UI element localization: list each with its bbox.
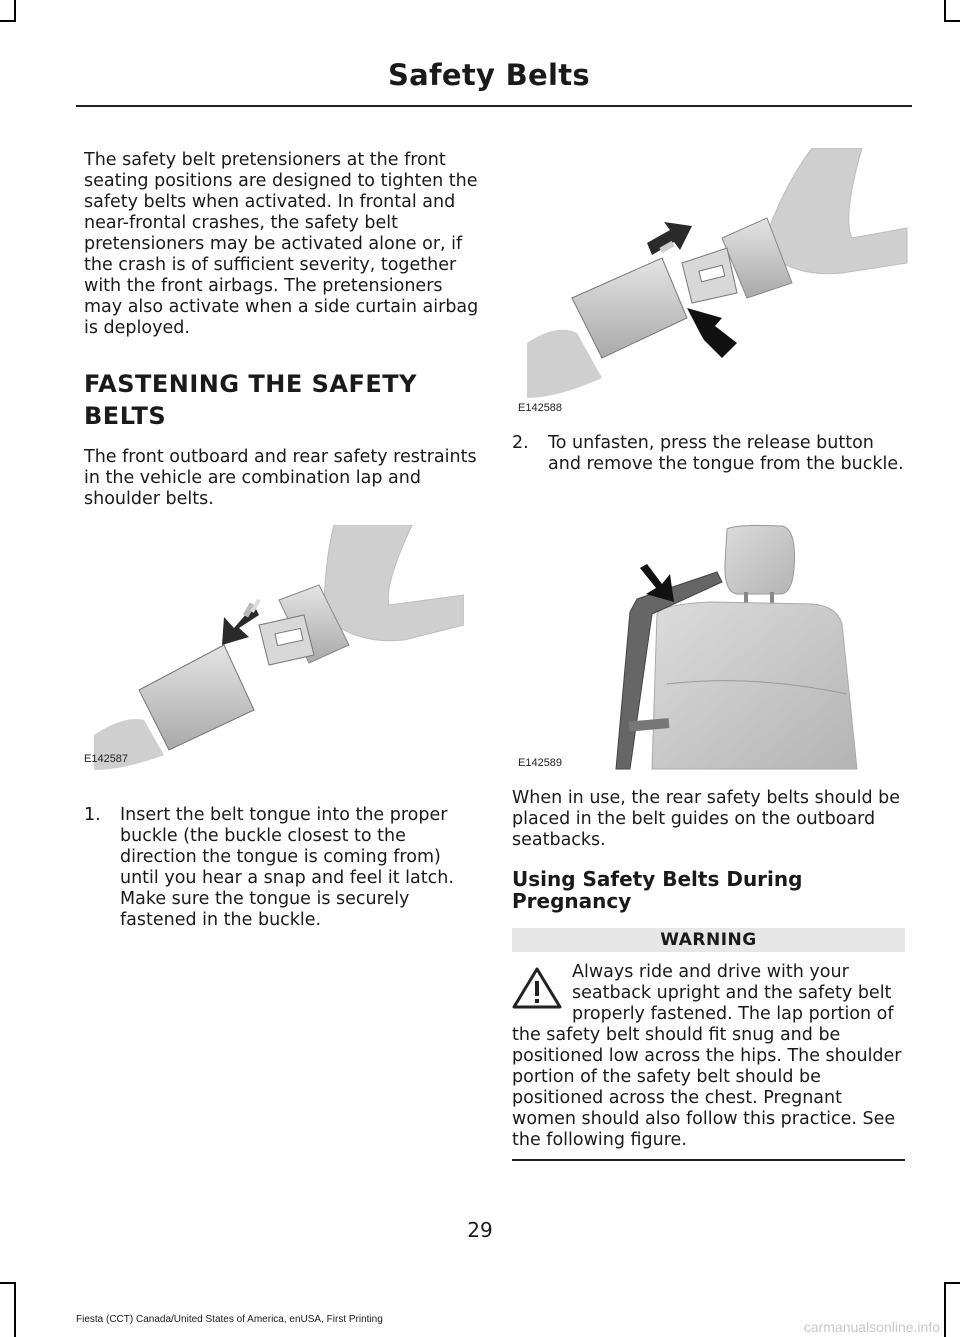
figure-code: E142587: [84, 753, 129, 765]
step-list-right: [512, 433, 907, 475]
footer-text: Fiesta (CCT) Canada/United States of America, enUSA, First Printing: [76, 1314, 383, 1325]
crop-mark: [944, 0, 946, 22]
figure-rear-seat-belt-guide: [512, 524, 912, 774]
figure-insert-tongue: [84, 525, 464, 770]
list-item: [512, 433, 907, 475]
rear-note: When in use, the rear safety belts should be placed in the belt guides on the outboard seatbacks.: [512, 788, 901, 850]
subsection-heading: Using Safety Belts During Pregnancy: [512, 867, 803, 913]
rear-seat-illustration: [512, 524, 912, 774]
rear-note-block: [512, 788, 907, 851]
page-title: Safety Belts: [387, 58, 590, 92]
figure-release-buckle: [512, 148, 912, 418]
belt-release-illustration: [512, 148, 912, 398]
section-body-block: [84, 447, 479, 510]
subsection-heading-block: [512, 868, 907, 912]
step-number: 1.: [84, 805, 101, 825]
figure-code: E142589: [518, 757, 563, 769]
step-text: Insert the belt tongue into the proper buckle (the buckle closest to the direction the tongue is coming from) until you hear a snap and feel it latch. Make sure the tongue is securely fastened in the buckle.: [120, 805, 454, 930]
belt-buckle-illustration: [84, 525, 464, 770]
page-number: 29: [467, 1218, 493, 1242]
section-heading-line2: BELTS: [84, 402, 167, 430]
warning-block: [512, 962, 907, 1151]
step-number: 2.: [512, 433, 529, 453]
crop-mark: [14, 0, 16, 22]
intro-paragraph: The safety belt pretensioners at the front seating positions are designed to tighten the safety belts when activated. In frontal and near-frontal crashes, the safety belt pretensioners may be activated alone or, if the crash is of sufficient severity, together with the front airbags. The pretensioners may also activate when a side curtain airbag is deployed.: [84, 150, 479, 338]
step-text: To unfasten, press the release button and remove the tongue from the buckle.: [548, 433, 904, 474]
header-rule: [76, 105, 912, 107]
step-list-left: [84, 805, 479, 931]
section-body: The front outboard and rear safety restraints in the vehicle are combination lap and shoulder belts.: [84, 447, 477, 509]
warning-end-rule: [512, 1159, 905, 1161]
warning-text: Always ride and drive with your seatback upright and the safety belt properly fastened. The lap portion of the safety belt should fit snug and be positioned low across the hips. The shoulder portion of the safety belt should be positioned across the chest. Pregnant women should also follow this practice. See the following figure.: [512, 962, 902, 1150]
warning-triangle-icon: [512, 966, 562, 1010]
section-heading-line1: FASTENING THE SAFETY: [84, 370, 418, 398]
crop-mark: [0, 20, 16, 22]
crop-mark: [944, 1282, 946, 1337]
warning-label: WARNING: [512, 928, 905, 952]
watermark: carmanualsonline.info: [803, 1319, 940, 1335]
crop-mark: [14, 1282, 16, 1337]
section-heading-block: [84, 368, 479, 432]
crop-mark: [0, 1282, 16, 1284]
list-item: [84, 805, 479, 931]
intro-paragraph-block: [84, 150, 479, 339]
figure-code: E142588: [518, 402, 563, 414]
crop-mark: [944, 20, 960, 22]
crop-mark: [944, 1282, 960, 1284]
